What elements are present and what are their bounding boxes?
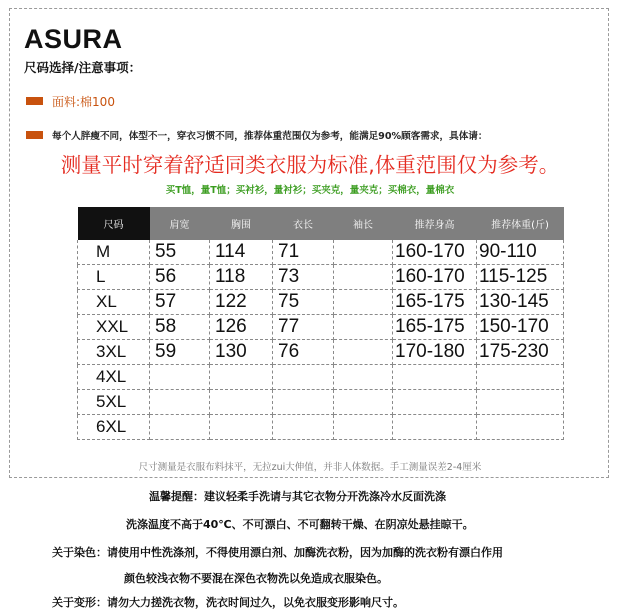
sleeve-cell xyxy=(334,365,393,390)
length-cell: 71 xyxy=(273,240,334,265)
sleeve-cell xyxy=(334,290,393,315)
header-size: 尺码 xyxy=(78,207,150,240)
chest-cell xyxy=(210,390,273,415)
sleeve-cell xyxy=(334,340,393,365)
table-row xyxy=(78,290,564,315)
sizing-notice: 每个人胖瘦不同，体型不一，穿衣习惯不同，推荐体重范围仅为参考，能满足90%顾客需求，具体请： xyxy=(52,131,488,142)
care-dyeing-cont: 颜色较浅衣物不要混在深色衣物洗以免造成衣服染色。 xyxy=(124,572,388,585)
shoulder-cell: 57 xyxy=(150,290,210,315)
height-cell xyxy=(393,415,477,440)
measurement-tip: 买T恤，量T恤；买衬衫，量衬衫；买夹克，量夹克；买棉衣，量棉衣 xyxy=(165,185,455,196)
length-cell: 76 xyxy=(273,340,334,365)
length-cell: 77 xyxy=(273,315,334,340)
height-cell: 165-175 xyxy=(393,315,477,340)
shoulder-cell xyxy=(150,415,210,440)
chest-cell: 126 xyxy=(210,315,273,340)
header-length: 衣长 xyxy=(273,207,334,240)
size-cell: 4XL xyxy=(78,365,150,390)
care-dyeing: 关于染色：请使用中性洗涤剂，不得使用漂白剂、加酶洗衣粉，因为加酶的洗衣粉有漂白作用 xyxy=(52,546,503,559)
fabric-info: 面料:棉100 xyxy=(52,95,115,109)
chest-cell xyxy=(210,415,273,440)
height-cell: 160-170 xyxy=(393,240,477,265)
weight-cell xyxy=(477,415,564,440)
table-row xyxy=(78,415,564,440)
header-shoulder: 肩宽 xyxy=(150,207,210,240)
sleeve-cell xyxy=(334,415,393,440)
care-temperature: 洗涤温度不高于40℃、不可漂白、不可翻转干燥、在阴凉处悬挂晾干。 xyxy=(126,518,474,531)
table-row xyxy=(78,315,564,340)
header-chest: 胸围 xyxy=(210,207,273,240)
care-deformation: 关于变形：请勿大力搓洗衣物，洗衣时间过久，以免衣服变形影响尺寸。 xyxy=(52,596,404,609)
weight-cell xyxy=(477,390,564,415)
measurement-footnote: 尺寸测量是衣服布料抹平，无拉zui大伸值，并非人体数据。手工测量误差2-4厘米 xyxy=(138,462,482,473)
weight-cell xyxy=(477,365,564,390)
length-cell: 73 xyxy=(273,265,334,290)
length-cell xyxy=(273,415,334,440)
table-row xyxy=(78,365,564,390)
sleeve-cell xyxy=(334,315,393,340)
measurement-headline: 测量平时穿着舒适同类衣服为标准,体重范围仅为参考。 xyxy=(60,153,560,177)
sleeve-cell xyxy=(334,390,393,415)
size-table-header xyxy=(78,207,564,240)
table-row xyxy=(78,240,564,265)
size-cell: L xyxy=(78,265,150,290)
shoulder-cell: 58 xyxy=(150,315,210,340)
sleeve-cell xyxy=(334,240,393,265)
notice-bullet-icon xyxy=(26,131,43,139)
sleeve-cell xyxy=(334,265,393,290)
height-cell xyxy=(393,365,477,390)
shoulder-cell xyxy=(150,390,210,415)
chest-cell: 122 xyxy=(210,290,273,315)
table-row xyxy=(78,390,564,415)
shoulder-cell xyxy=(150,365,210,390)
weight-cell: 130-145 xyxy=(477,290,564,315)
size-cell: 6XL xyxy=(78,415,150,440)
care-reminder: 温馨提醒：建议轻柔手洗请与其它衣物分开洗涤冷水反面洗涤 xyxy=(149,490,446,503)
weight-cell: 115-125 xyxy=(477,265,564,290)
table-row xyxy=(78,340,564,365)
header-height: 推荐身高 xyxy=(393,207,477,240)
size-cell: XXL xyxy=(78,315,150,340)
table-row xyxy=(78,265,564,290)
height-cell: 170-180 xyxy=(393,340,477,365)
header-sleeve: 袖长 xyxy=(334,207,393,240)
size-cell: M xyxy=(78,240,150,265)
length-cell xyxy=(273,390,334,415)
weight-cell: 150-170 xyxy=(477,315,564,340)
height-cell xyxy=(393,390,477,415)
size-cell: XL xyxy=(78,290,150,315)
chest-cell xyxy=(210,365,273,390)
shoulder-cell: 55 xyxy=(150,240,210,265)
length-cell: 75 xyxy=(273,290,334,315)
size-cell: 3XL xyxy=(78,340,150,365)
chest-cell: 118 xyxy=(210,265,273,290)
length-cell xyxy=(273,365,334,390)
height-cell: 160-170 xyxy=(393,265,477,290)
weight-cell: 90-110 xyxy=(477,240,564,265)
header-weight: 推荐体重(斤) xyxy=(477,207,564,240)
chest-cell: 114 xyxy=(210,240,273,265)
brand-logo-text: ASURA xyxy=(24,24,123,54)
fabric-bullet-icon xyxy=(26,97,43,105)
height-cell: 165-175 xyxy=(393,290,477,315)
shoulder-cell: 56 xyxy=(150,265,210,290)
chest-cell: 130 xyxy=(210,340,273,365)
shoulder-cell: 59 xyxy=(150,340,210,365)
weight-cell: 175-230 xyxy=(477,340,564,365)
size-cell: 5XL xyxy=(78,390,150,415)
section-title: 尺码选择/注意事项： xyxy=(24,60,142,75)
size-table xyxy=(77,207,564,440)
